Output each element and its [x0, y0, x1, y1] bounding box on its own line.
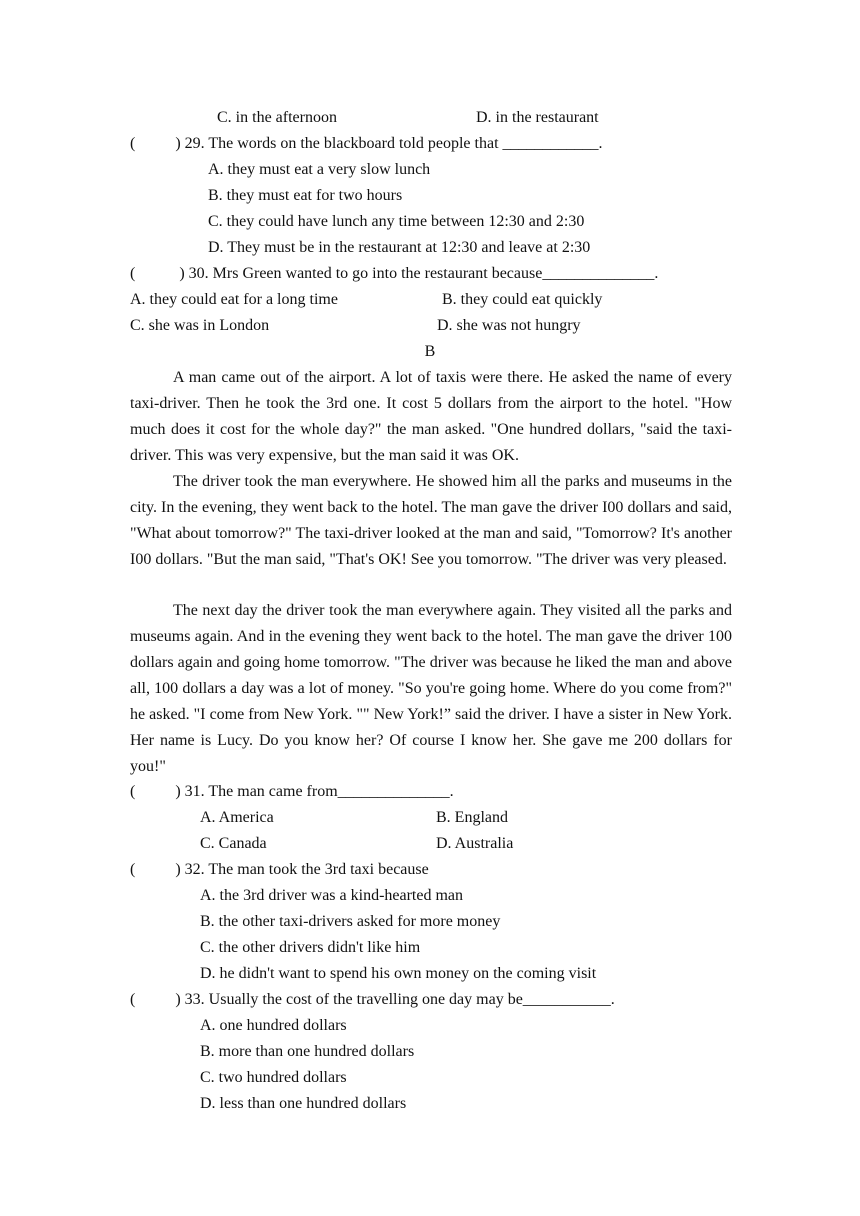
question-33-option-a: A. one hundred dollars [200, 1017, 347, 1034]
question-30-stem: ( ) 30. Mrs Green wanted to go into the restaurant because______________. [130, 265, 659, 282]
question-32-stem: ( ) 32. The man took the 3rd taxi because [130, 861, 429, 878]
question-29-stem: ( ) 29. The words on the blackboard told people that ____________. [130, 135, 603, 152]
question-29-option-d: D. They must be in the restaurant at 12:30 and leave at 2:30 [208, 239, 591, 256]
question-31-option-a: A. America [200, 809, 274, 826]
question-30-option-d: D. she was not hungry [437, 317, 581, 334]
question-31-option-c: C. Canada [200, 835, 267, 852]
question-29-option-c: C. they could have lunch any time between 12:30 and 2:30 [208, 213, 585, 230]
question-31-option-b: B. England [436, 809, 508, 826]
question-32-option-d: D. he didn't want to spend his own money on the coming visit [200, 965, 597, 982]
question-31-option-d: D. Australia [436, 835, 514, 852]
question-33-option-d: D. less than one hundred dollars [200, 1095, 407, 1112]
question-32-option-a: A. the 3rd driver was a kind-hearted man [200, 887, 464, 904]
question-30-option-a: A. they could eat for a long time [130, 291, 338, 308]
question-33-option-c: C. two hundred dollars [200, 1069, 347, 1086]
passage-paragraph: The driver took the man everywhere. He showed him all the parks and museums in the city. In the evening, they went back to the hotel. The man gave the driver I00 dollars and said, "What about tomorrow?" The taxi-driver looked at the man and said, "Tomorrow? It's another I00 dollars. "But the man said, "That's OK! See you tomorrow. "The driver was very pleased. [130, 473, 732, 568]
passage-paragraph: The next day the driver took the man everywhere again. They visited all the parks and museums again. And in the evening they went back to the hotel. The man gave the driver 100 dollars again and going home tomorrow. "The driver was because he liked the man and above all, 100 dollars a day was a lot of money. "So you're going home. Where do you come from?" he asked. "I come from New York. "" New York!” said the driver. I have a sister in New York. Her name is Lucy. Do you know her? Of course I know her. She gave me 200 dollars for you!" [130, 602, 732, 775]
option-d: D. in the restaurant [476, 109, 599, 126]
question-29-option-a: A. they must eat a very slow lunch [208, 161, 431, 178]
question-32-option-b: B. the other taxi-drivers asked for more money [200, 913, 501, 930]
question-31-stem: ( ) 31. The man came from______________. [130, 783, 454, 800]
section-heading: B [424, 343, 436, 360]
question-33-option-b: B. more than one hundred dollars [200, 1043, 415, 1060]
question-29-option-b: B. they must eat for two hours [208, 187, 403, 204]
question-30-option-c: C. she was in London [130, 317, 270, 334]
question-32-option-c: C. the other drivers didn't like him [200, 939, 421, 956]
question-33-stem: ( ) 33. Usually the cost of the travelling one day may be___________. [130, 991, 615, 1008]
passage-paragraph: A man came out of the airport. A lot of taxis were there. He asked the name of every taxi-driver. Then he took the 3rd one. It cost 5 dollars from the airport to the hotel. "How much does it cost for the whole day?" the man asked. "One hundred dollars, "said the taxi-driver. This was very expensive, but the man said it was OK. [130, 369, 732, 464]
option-c: C. in the afternoon [217, 109, 337, 126]
question-30-option-b: B. they could eat quickly [442, 291, 603, 308]
